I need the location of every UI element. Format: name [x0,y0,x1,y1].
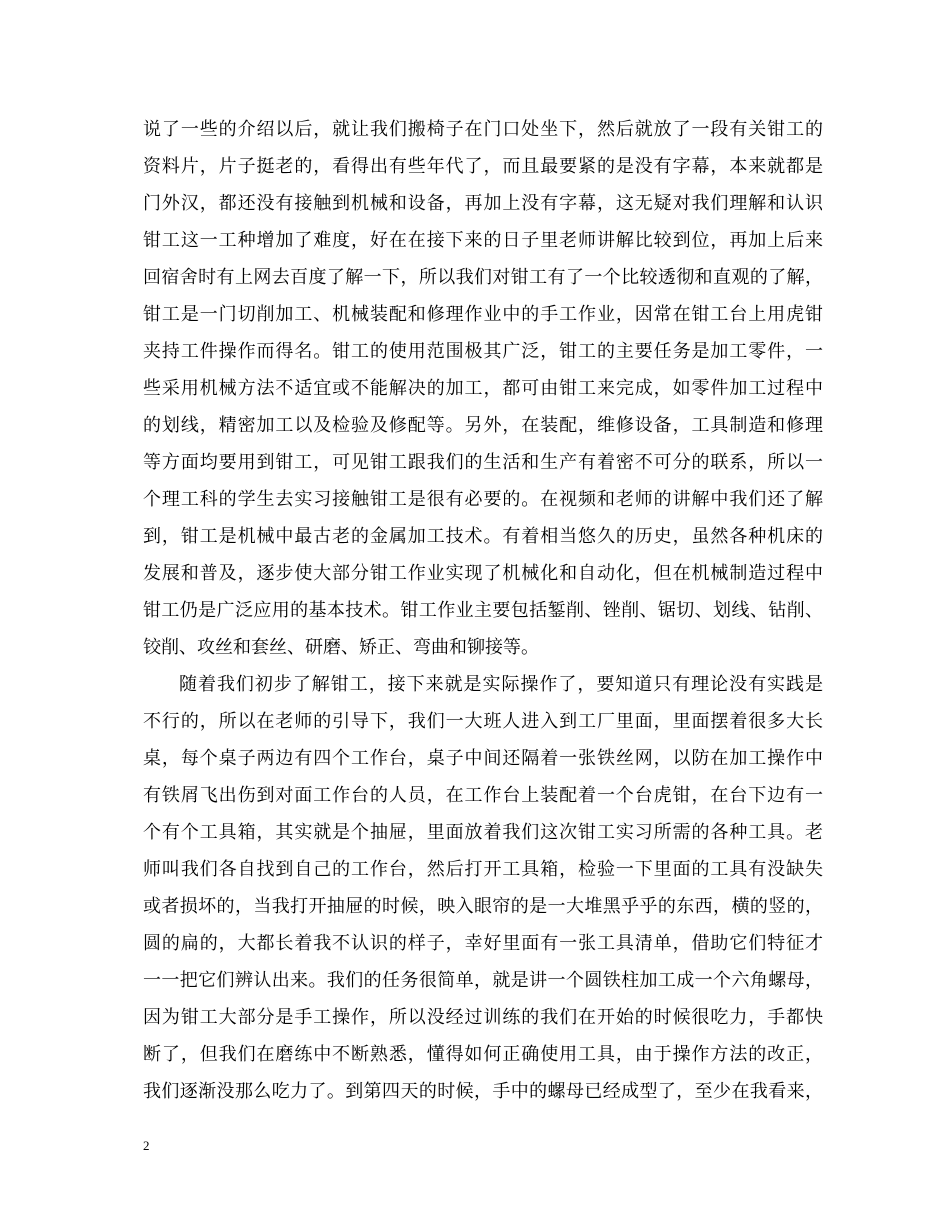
text-line: 个有个工具箱，其实就是个抽屉，里面放着我们这次钳工实习所需的各种工具。老 [143,822,823,843]
text-line: 个理工科的学生去实习接触钳工是很有必要的。在视频和老师的讲解中我们还了解 [143,489,823,510]
text-line: 铰削、攻丝和套丝、研磨、矫正、弯曲和铆接等。 [143,637,539,658]
text-line: 断了，但我们在磨练中不断熟悉，懂得如何正确使用工具，由于操作方法的改正， [143,1044,823,1065]
text-line: 或者损坏的，当我打开抽屉的时候，映入眼帘的是一大堆黑乎乎的东西，横的竖的， [143,896,823,917]
text-line: 我们逐渐没那么吃力了。到第四天的时候，手中的螺母已经成型了，至少在我看来， [143,1081,823,1102]
text-line: 夹持工件操作而得名。钳工的使用范围极其广泛，钳工的主要任务是加工零件，一 [143,341,823,362]
text-line: 师叫我们各自找到自己的工作台，然后打开工具箱，检验一下里面的工具有没缺失 [143,859,823,880]
text-line: 钳工这一工种增加了难度，好在在接下来的日子里老师讲解比较到位，再加上后来 [143,230,823,251]
text-line: 钳工仍是广泛应用的基本技术。钳工作业主要包括錾削、锉削、锯切、划线、钻削、 [143,600,823,621]
text-line: 有铁屑飞出伤到对面工作台的人员，在工作台上装配着一个台虎钳，在台下边有一 [143,785,823,806]
text-line: 发展和普及，逐步使大部分钳工作业实现了机械化和自动化，但在机械制造过程中 [143,563,823,584]
text-line: 回宿舍时有上网去百度了解一下，所以我们对钳工有了一个比较透彻和直观的了解， [143,267,823,288]
text-line: 一一把它们辨认出来。我们的任务很简单，就是讲一个圆铁柱加工成一个六角螺母， [143,970,823,991]
page-number: 2 [143,1138,150,1153]
text-line: 些采用机械方法不适宜或不能解决的加工，都可由钳工来完成，如零件加工过程中 [143,378,823,399]
text-line: 桌，每个桌子两边有四个工作台，桌子中间还隔着一张铁丝网，以防在加工操作中 [143,748,823,769]
text-line: 不行的，所以在老师的引导下，我们一大班人进入到工厂里面，里面摆着很多大长 [143,711,823,732]
text-line: 的划线，精密加工以及检验及修配等。另外，在装配，维修设备，工具制造和修理 [143,415,823,436]
text-line: 等方面均要用到钳工，可见钳工跟我们的生活和生产有着密不可分的联系，所以一 [143,452,823,473]
text-line: 圆的扁的，大都长着我不认识的样子，幸好里面有一张工具清单，借助它们特征才 [143,933,823,954]
text-line: 到，钳工是机械中最古老的金属加工技术。有着相当悠久的历史，虽然各种机床的 [143,526,823,547]
paragraph-start-line: 随着我们初步了解钳工，接下来就是实际操作了，要知道只有理论没有实践是 [179,674,823,695]
text-line: 钳工是一门切削加工、机械装配和修理作业中的手工作业，因常在钳工台上用虎钳 [143,304,823,325]
text-line: 因为钳工大部分是手工操作，所以没经过训练的我们在开始的时候很吃力，手都快 [143,1007,823,1028]
text-line: 说了一些的介绍以后，就让我们搬椅子在门口处坐下，然后就放了一段有关钳工的 [143,119,823,140]
text-line: 门外汉，都还没有接触到机械和设备，再加上没有字幕，这无疑对我们理解和认识 [143,193,823,214]
text-line: 资料片，片子挺老的，看得出有些年代了，而且最要紧的是没有字幕，本来就都是 [143,156,823,177]
